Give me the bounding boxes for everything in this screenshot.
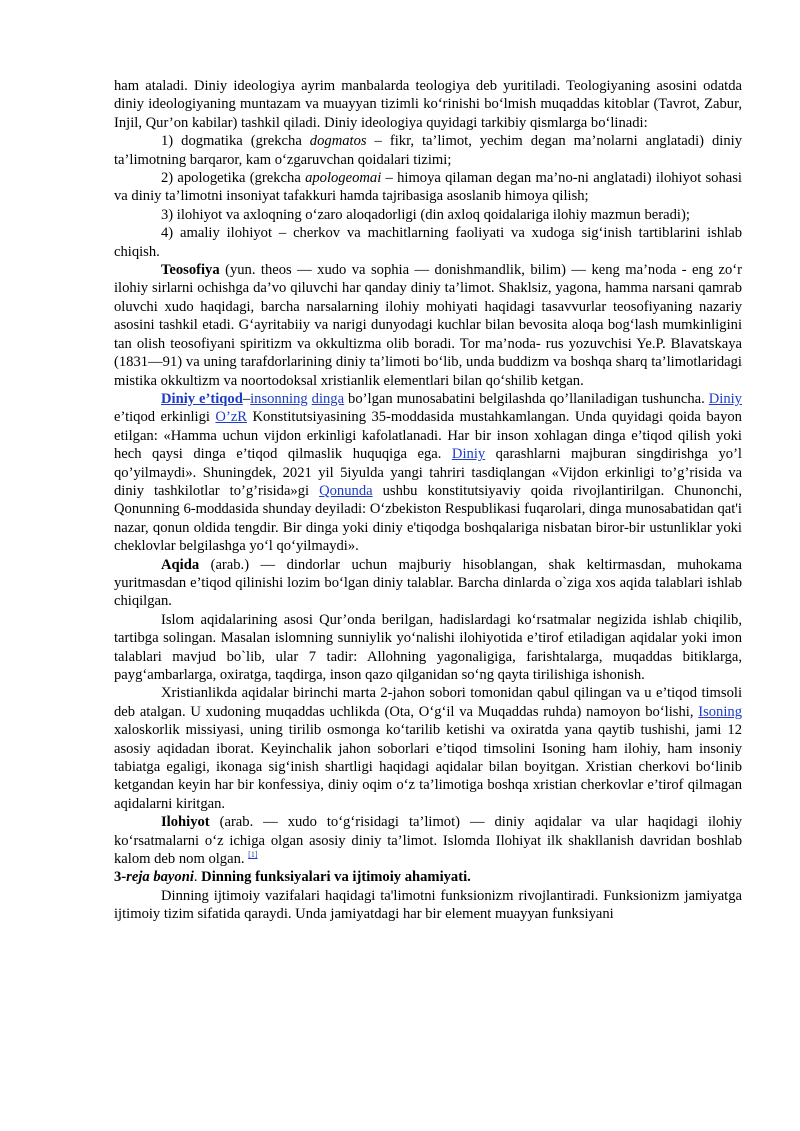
link-diniy[interactable]: Diniy — [708, 390, 742, 407]
paragraph-text: Xristianlikda aqidalar birinchi marta 2-jahon sobori tomonidan qabul qilingan va u e’tiqod timsoli deb atalgan. U xudoning muqaddas uchlikda (Ota, O‘g‘il va Muqaddas ruhda) namoyon bo‘lishi, — [114, 685, 742, 720]
term-bold: Teosofiya — [161, 262, 220, 279]
paragraph-funksionizm: Dinning ijtimoiy vazifalari haqidagi ta'limotni funksionizm rivojlantiradi. Funksionizm jamiyatga ijtimoiy tizim sifatida qaraydi. Unda jamiyatdagi har bir element muayyan funksiyani — [114, 887, 742, 923]
footnote-link[interactable]: [1] — [248, 850, 258, 860]
paragraph-text: e’tiqod erkinligi — [114, 409, 216, 426]
list-item-dogmatika — [114, 132, 742, 169]
paragraph-text: bo’lgan munosabatini belgilashda qo’llaniladigan tushuncha. — [344, 390, 709, 407]
heading-number: 3- — [114, 869, 127, 886]
paragraph-text: (arab.) — dindorlar uchun majburiy hisoblangan, shak keltirmasdan, muhokama yuritmasdan e’tiqod qilinishi lozim bo‘lgan diniy talablar. Barcha dinlarda o`ziga xos aqida talablari ishlab chiqilgan. — [114, 556, 742, 610]
term-italic: dogmatos — [309, 133, 367, 150]
paragraph-text: xaloskorlik missiyasi, uning tirilib osmonga ko‘tarilib ketishi va oxiratda yana qaytib tushishi, jami 12 asosiy aqidadan iborat. Keyinchalik jahon soborlari e’tiqod timsolini Isoning ham ilohiy, ham insoniy tabiatga egaligi, ikonaga sig‘inish shartligi haqidagi aqidalar bilan boyitgan. Xristian cherkovi bo‘linib ketgandan keyin har bir konfessiya, diniy oqim o‘z ta’limotiga boshqa xristian cherkovlar e’tirof qilmagan aqidalarni kiritgan. — [114, 722, 742, 812]
list-item-amaliy-ilohiyot: 4) amaliy ilohiyot – cherkov va machitlarning faoliyati va xudoga sig‘inish tartiblarini ishlab chiqish. — [114, 225, 742, 260]
heading-dot: . — [193, 869, 202, 886]
link-ozr[interactable]: O’zR — [215, 409, 248, 426]
term-bold: Ilohiyot — [161, 814, 210, 831]
list-item-ilohiyot-axloq: 3) ilohiyot va axloqning o‘zaro aloqadorligi (din axloq qoidalariga ilohiy mazmun beradi); — [161, 206, 690, 223]
list-text: 1) dogmatika (grekcha — [161, 133, 310, 150]
paragraph-diniy-etiqod — [114, 390, 742, 556]
paragraph-islom-aqidalari: Islom aqidalarining asosi Qur’onda berilgan, hadislardagi ko‘rsatmalar negizida ishlab chiqilib, tartibga solingan. Masalan islomning sunniylik yo‘nalishi ilohiyotida e’tirof etiladigan aqidalar yoki imon talablari mavjud bo`lib, ular 7 tadir: Allohning yagonaligiga, farishtalarga, muqaddas bitiklarga, payg‘ambarlarga, oxiratga, taqdirga, inson qazo qilganidan so‘ng qayta tirilishiga ishonish. — [114, 611, 742, 683]
paragraph-ilohiyot — [114, 813, 742, 868]
paragraph-teosofiya — [114, 261, 742, 390]
link-diniy-etiqod[interactable]: Diniy e’tiqod — [161, 390, 243, 407]
link-isoning[interactable]: Isoning — [698, 703, 742, 720]
paragraph-text: Konstitutsiyasining 35-moddasida mustahkamlangan. Unda quyidagi qoida bayon etilgan: «Hamma uchun vijdon erkinligi kafolatlanadi. Har bir inson xohlagan dinga e’tiqod qilish yoki hech qaysi dinga e’tiqod qilmaslik huquqiga ega. — [114, 409, 742, 463]
list-text: – fikr, ta’limot, yechim degan ma’nolarni anglatadi) diniy ta’limotning barqaror, kam o‘zgaruvchan qoidalari tizimi; — [114, 133, 742, 168]
link-insonning[interactable]: insonning — [250, 390, 308, 407]
paragraph-text: (arab. — xudo to‘g‘risidagi ta’limot) — diniy aqidalar va ular haqidagi ilohiy ko‘rsatmalarni o‘z ichiga olgan asosiy diniy ta’limot. Islomda Ilohiyat ilk shakllanish davridan boshlab kalom deb nom olgan. — [114, 814, 742, 868]
heading-title: Dinning funksiyalari va ijtimoiy ahamiyati. — [201, 869, 471, 886]
paragraph-xristianlik — [114, 684, 742, 813]
document-page — [114, 77, 742, 924]
link-diniy-2[interactable]: Diniy — [451, 446, 486, 463]
paragraph-text: ushbu konstitutsiyaviy qoida rivojlantirilgan. Chunonchi, Qonunning 6-moddasida shunday deyiladi: O‘zbekiston Respublikasi fuqarolari, dinga munosabatidan qat'i nazar, qonun oldida tengdir. Bir dinga yoki diniy e'tiqodga boshqalariga nisbatan biror-bir ustunliklar yoki cheklovlar belgilashga yo‘l qo‘yilmaydi». — [114, 482, 742, 555]
heading-italic: reja bayoni — [126, 869, 194, 886]
paragraph-aqida — [114, 556, 742, 611]
list-text: 2) apologetika (grekcha — [161, 170, 306, 187]
link-qonunda[interactable]: Qonunda — [319, 482, 373, 499]
term-bold: Aqida — [161, 556, 200, 573]
paragraph-text: (yun. theos — xudo va sophia — donishmandlik, bilim) — keng ma’noda - eng zo‘r ilohiy sirlarni ochishga da’vo qiluvchi har qanday diniy ta’limot. Shaklsiz, yagona, hamma narsani qamrab oluvchi xudo haqidagi, barcha narsalarning ilohiy mohiyati haqidagi tasavvurlar teosofiyaning nazariy asosini tashkil etadi. G‘ayritabiiy va narigi dunyodagi kuchlar bilan bevosita aloqa bog‘lash mumkinligini tan olish teosofiyani spiritizm va okkultizma olib boradi. Tor ma’noda- rus yozuvchisi Ye.P. Blavatskaya (1831—91) va uning tarafdorlarining diniy ta’limoti bo‘lib, unda buddizm va boshqa sharq ta’limotlaridagi mistika okkultizm va noortodoksal xristianlik elementlari bilan qo‘shilib ketgan. — [114, 262, 742, 389]
paragraph-text: qarashlarni majburan singdirishga yo’l qo’yilmaydi». Shuningdek, 2021 yil 5iyulda yangi tahriri tasdiqlangan «Vijdon erkinligi to’g’risida va diniy tashkilotlar to’g’risida»gi — [114, 446, 742, 499]
list-text: – himoya qilaman degan ma’no-ni anglatadi) ilohiyot sohasi va diniy ta’limotni insoniyat tafakkuri hamda tajribasiga asoslanib himoya qilish; — [114, 170, 742, 205]
list-item-apologetika — [114, 169, 742, 206]
link-dinga[interactable]: dinga — [311, 390, 345, 407]
section-heading — [114, 868, 742, 886]
term-italic: apologeomai — [305, 170, 382, 187]
dash: – — [242, 390, 251, 407]
paragraph-diniy-ideologiya: ham ataladi. Diniy ideologiya ayrim manbalarda teologiya deb yuritiladi. Teologiyaning asosini odatda diniy ideologiyaning muntazam va muayyan tizimli ko‘rinishi bo‘lmish muqaddas kitoblar (Tavrot, Zabur, Injil, Qur’on kabilar) tashkil qiladi. Diniy ideologiya quyidagi tarkibiy qismlarga bo‘linadi: — [114, 78, 742, 131]
